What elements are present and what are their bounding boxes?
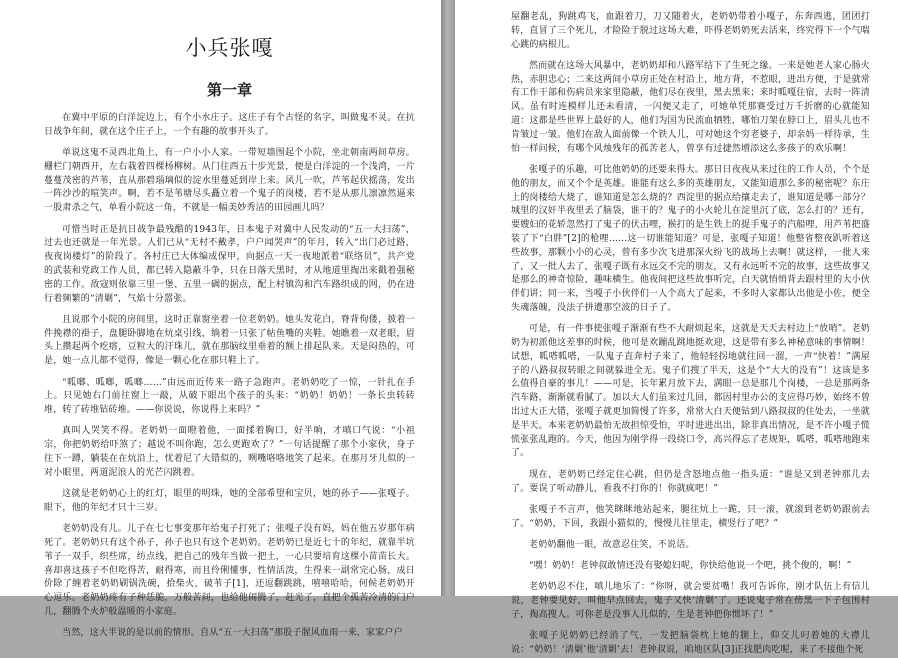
paragraph: 老奶奶忍不住，嗔儿地乐了：“你呀，就会要贫嘴！我可告诉你，刚才队伍上有信儿说，老钟要见好，叫他早点回去，鬼子又快‘清剿’了。还说鬼子常在傍黑一下子包围村子，掏高搜人。可你老是没事人儿似的，生是老钟把你惯坏了！” [511, 582, 870, 621]
paragraph: 屋翻老乱，狗跳鸡飞，血跟着刀，刀又随着火，老奶奶带着小嘎子，东奔西逃，团团打转，直冒了三个死儿，才险险于脱过这场大难，吓得老奶奶死去活来，终究得下一个气喘心跳的病根儿。 [511, 12, 870, 50]
paragraph: 单说这鬼不灵西北角上，有一户小小人家。一带短墙围起个小院，坐北朝南两间草房。栅栏门朝西开，左右栽着四棵杨柳树。从门往西五十步光景，便是白洋淀的一个浅湾，一片蔓蔓茂密的芦苇，直从那碧瑙璃似的淀水里蔓延到岸上来。风儿一吹，芦苇起伏摇荡，发出一阵沙沙的喧笑声。啊，若不是苇塘尽头矗立着一个鬼子的岗楼，若不是从那儿凛凛然逼来一股肃杀之气，单看小院这一角，不就是一幅美妙秀洁的田园画儿吗？ [44, 148, 415, 214]
page-gutter [441, 0, 455, 596]
left-page [0, 0, 441, 639]
right-page [455, 0, 898, 656]
paragraph: 张嘎子见奶奶已经消了气，一发把脑袋枕上她的腿上，仰交儿叼着她的大襟儿说：“奶奶！‘清剿’他‘清剿’去！老钟叔说，咱地区队[3]正找肥肉吃呢，来了不接他个死 [511, 631, 870, 656]
paragraph: 当然，这大半说的是以前的情形。自从“五一大扫荡”那股子腥风血雨一来，家家户户 [62, 628, 403, 639]
paragraph: “呱啷、呱啷，呱啷……”由远而近传来一路子急跑声。老奶奶吃了一惊，一针扎在手上。只见她右门前往窗上一敲，从破下眼出个孩子的头来：“奶奶！奶奶！一条长虫转砖堆，转了砖堆钻砖堆。——你说说，你说得上来吗？” [44, 377, 415, 416]
paragraph: 可惜当时正是抗日战争最残酷的1943年，日本鬼子对冀中人民发动的“五一大扫荡”，过去也还就是一年光景。人们已从“无村不戴孝，户户闻哭声”的年月，转入“出门必过路，夜夜岗楼灯”的阶段了。各村庄已大体编成保甲，向据点一天一夜地派着“联络员”，共产党的武装和党政工作人员，都已转入隐蔽斗争，只在日落天黑时，才从地道里掏出来戳着强秘密的工作。敌寇则依靠三里一堡、五里一碉的据点，配上村镇沟和汽车路织成的网，仍在进行着频繁的“清剿”，气焰十分嚣张。 [44, 224, 415, 304]
paragraph: 张嘎子的乐趣，可比他奶奶的还要来得大。那日日夜夜从来过往的工作人员，个个是他的朋友，而又个个是英雄。谁能有这么多的英雄朋友，又能知道那么多的秘密呢？东庄上的岗楼给大烧了，谁知道是怎么烧的？西淀里的据点给攘走去了，谁知道是哪一部分？城里的汉奸半夜里丢了脑袋，谁干的？鬼子的小火轮儿在淀里沉了底，怎么打的？还有，要嫂妇的花轿忽然打了鬼子的伏击哩，猴打的是生铁上的捉手鬼子的汽船哩，用芦苇把盛装了下“白胖”[2]的枪哩……这一切谁能知道？可是，张嘎子知道！他整省整夜趴听着这些故事，那颗小小的心灵，曾有多少次飞进那深火纷飞的战场上去啊！就这样，一批人来了，又一批人去了，张嘎子既有永远交不完的朋友，又有永远听不完的故事，这些故事又是那么的神奇惊险，趣味横生。他夜间把这些故事听完，白天就悄悄背去跟村里的大小伙伴们讲；同一来，当嘎子小伙伴们一人个高大了起来，不多时人家都认出他是小佐，便全失魂落魄，没法子拼遭那空波的日子了。 [511, 164, 870, 313]
paragraph: 真叫人哭笑不得。老奶奶一面瞪着他，一面揉着胸口，好半晌，才嗔口气说：“小祖宗，你把奶奶给吓煞了；越说不叫你跑，怎么更跑欢了？”一句话提醒了那个小家伙，身子往下一蹲，躺装在在炕沿上，忧着尼了大错似的，咧嘴咯咯地笑了起来。在那月牙儿似的一对小眼里，两道泥浪人的光芒闪跳着。 [44, 426, 415, 478]
paragraph: 这就是老奶奶心上的红灯，眼里的明珠，她的全部希望和宝贝，她的孙子——张嘎子。眼下，他的年纪才只十三岁。 [44, 489, 415, 513]
paragraph: 可是，有一件事使张嘎子渐渐有些不大耐烦起来，这就是天天去村边上“放哨”。老奶奶为初派他这差事的时候，他可是欢蹦乱跳地挺欢迎，这是带有多么神秘意味的事情啊！试想，呱嗒呱嗒，一队鬼子直奔村子来了，他轻轻拐地就往回一溜，一声“快着！”满屋子的八路叔叔转眼之间就躲进全无。鬼子们搜了半天，这是个“大大的没有”！这该是多么值得自豪的事儿！——可是，长年累月放下去，满眼一总是那几个岗楼，一总是那两条汽车路，渐渐就看腻了。加以大人们虽来过几回，都因村里办公的支应得巧妙，始终不曾出过大正大错，张嘎子就更加简慢了许多，常常大白天便钻到八路叔叔的住处去，一坐就是半天。本来老奶奶最怕无故担惊受怕，平时进进出出，除非真出情况，是不许小嘎子慌慌张张乱跑的。今天，他因为刚学得一段绕口令，高兴得忘了老规矩，呱嗒，呱嗒地跑来了。 [511, 324, 870, 459]
paragraph: 老奶奶没有儿。儿子在七七事变那年给鬼子打死了；张嘎子没有妈，妈在他五岁那年病死了。老奶奶只有这个孙子，孙子也只有这个老奶奶。老奶奶已是近七十的年纪，就靠半坑苇子一双手，织些席，纺点线，把自己的残年当做一把土，一心只要培育这棵小苗苗长大。喜却喜这孩子不但吃得苦，耐得寒，而且伶俐懂事，性情活泼，生得来一副常完心肠，成日价除了缠着老奶奶刷锅洗碗，拾柴火，破苇子[1]，还逗翻跳跳，嘻嘻哈哈，何候老奶奶开心逗乐。老奶奶疼有子种恁脆，万般苦间，也给他闹腾了，赶光了，直把个孤苦冷清的门户儿，翻腾个火炉般温暖的小家庭。 [44, 524, 415, 617]
paragraph: 且说那个小院的房间里，这时正靠窗坐着一位老奶奶。她头发花白，脊背佝偻，披着一件挽襟的褂子，盘腿卧脚地在炕桌引线，绱着一只张了帖鱼嘴的夹鞋。她瞧着一双老眼，眉头上攒起两个疙瘩，豆粒大的汗珠儿，就在那脑纹里垂着的额上排起队来。天是闷热的，可是，她一点儿都不觉得，像是一颗心化在那只鞋上了。 [44, 314, 415, 367]
chapter-title: 第一章 [206, 81, 252, 99]
paragraph: 老奶奶翻他一眼，故意忍住笑，不说话。 [529, 539, 695, 550]
paragraph: “嘿！奶奶！老钟叔敢情还没有娶媳妇呢，你快给他说一个吧，挑个俊的，啊！” [529, 561, 852, 572]
paragraph: 然而就在这场大风暴中，老奶奶却和八路军结下了生死之缘。一来是她老人家心肠火热，赤胆忠心；二来这两间小草房正处在村沿上，地方背，不惹眼，进出方便，于是就常有工作干部和伤病员来家里隐蔽，他们尽在夜里，黑去黑来；来时呱嘎住宿，去时一阵清风。虽有时连模样儿还未看清，一闪便又走了，可她单凭那赛受过万千折磨的心就能知道：这都是些世界上最好的人，他们为国为民流血牺牲，哪怕刀架在脖口上，眉头儿也不肯皱过一皱。他们在敌人面前像一个铁人儿，可对她这个穷老婆子，却亲妈一样待承，生怕一样问候，有哪个风烛残年的孤苦老人，曾享有过捷然增添这么多孩子的欢乐啊！ [511, 60, 870, 154]
right-text-body [511, 11, 870, 658]
paragraph: 现在，老奶奶已经定住心跳，但仍是含怒地点他一指头道：“谁是又到老钟那儿去了。要误了听动静儿，看我不打你的！你就疯吧！” [511, 469, 870, 494]
paragraph: 张嘎子不言声，他笑眯眯地站起来，腿往炕上一跪，只一滚，就滚到老奶奶跟前去了。“奶奶，下回，我跟小猫似的，慢慢儿往里走，横竖行了吧？” [511, 504, 870, 529]
paragraph: 在冀中平原的白洋淀边上，有个小水庄子。这庄子有个古怪的名字，叫做鬼不灵。在抗日战争年间，就在这个庄子上，一个有趣的故事开头了。 [44, 113, 415, 137]
left-text-body [44, 112, 415, 641]
book-title: 小兵张嘎 [185, 36, 274, 60]
